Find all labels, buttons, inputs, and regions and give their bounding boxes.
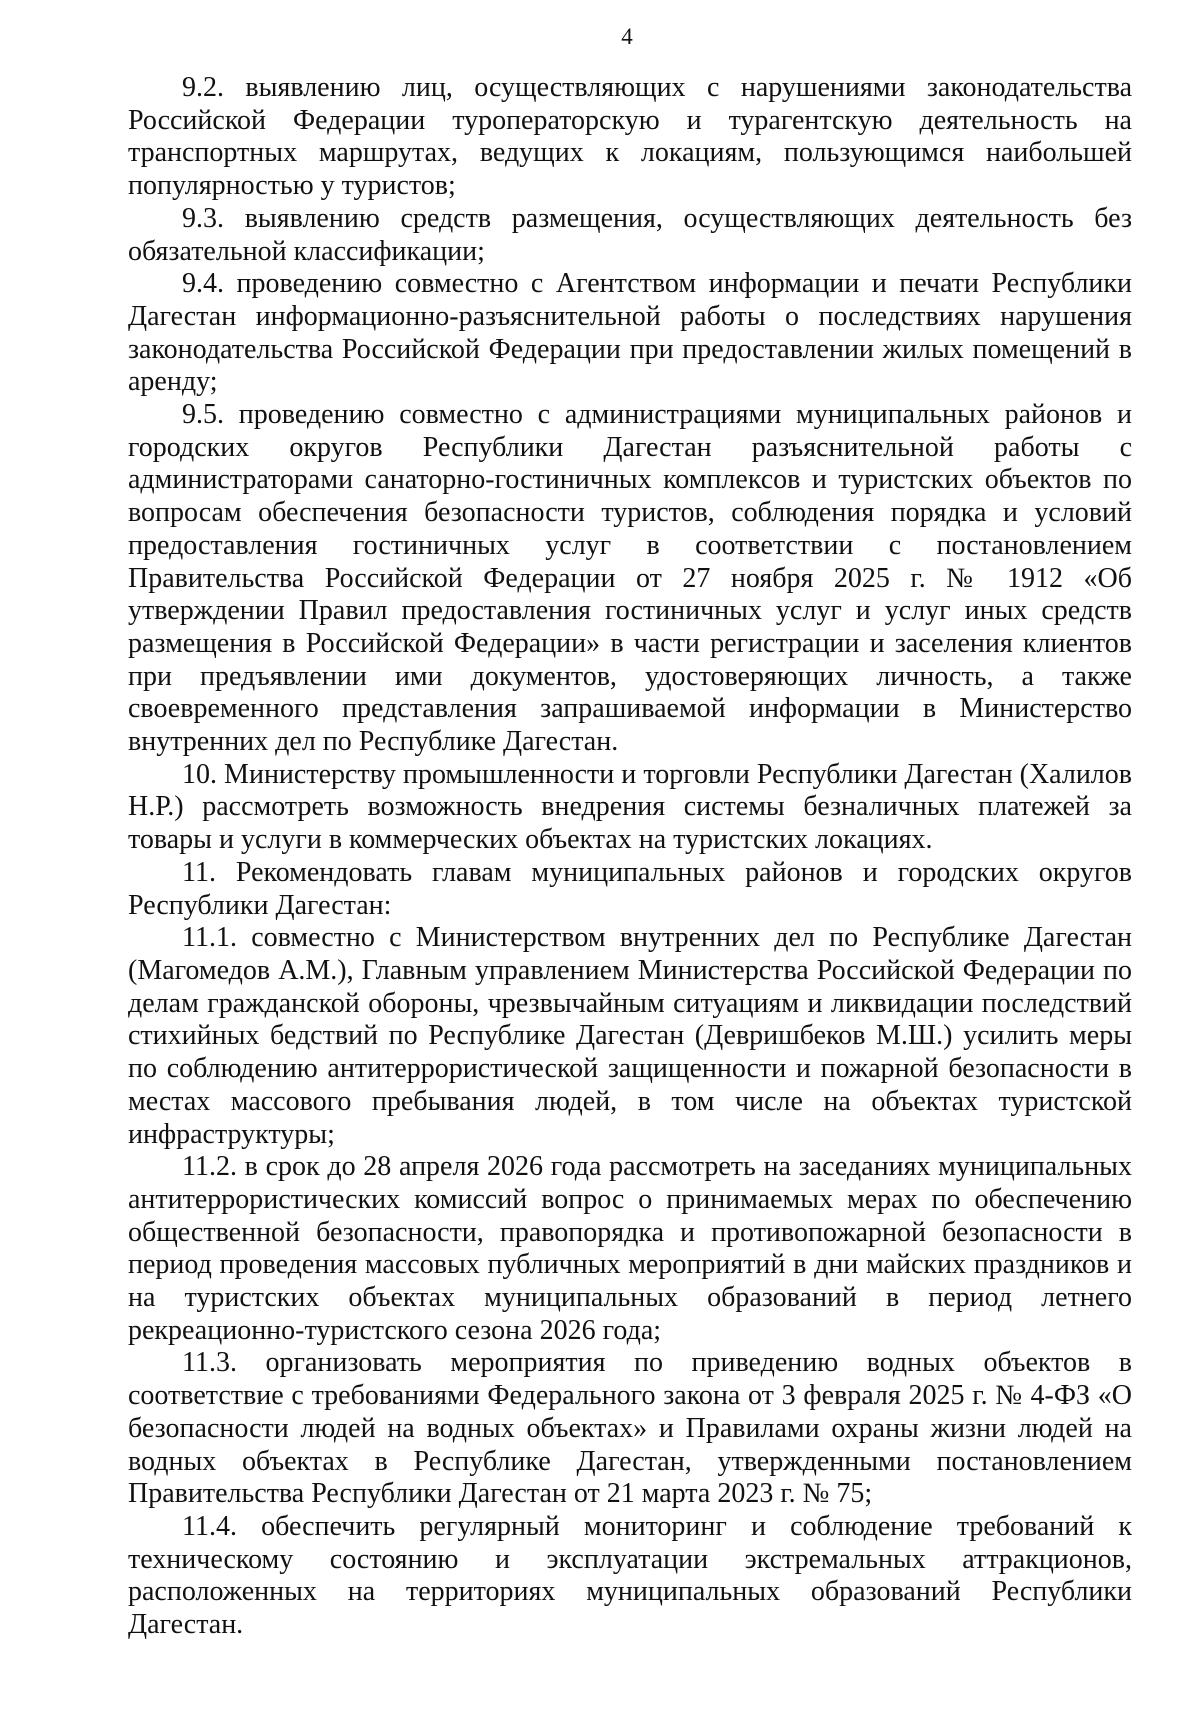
- paragraph-10: 10. Министерству промышленности и торговли Республики Дагестан (Халилов Н.Р.) рассмотреть возможность внедрения системы безналичных платежей за товары и услуги в коммерческих объектах на туристских локациях.: [128, 758, 1132, 856]
- paragraph-9-4: 9.4. проведению совместно с Агентством информации и печати Республики Дагестан информационно-разъяснительной работы о последствиях нарушения законодательства Российской Федерации при предоставлении жилых помещений в аренду;: [128, 268, 1132, 398]
- paragraph-9-5: 9.5. проведению совместно с администрациями муниципальных районов и городских округов Республики Дагестан разъяснительной работы с администраторами санаторно-гостиничных комплексов и туристских объектов по вопросам обеспечения безопасности туристов, соблюдения порядка и условий предоставления гостиничных услуг в соответствии с постановлением Правительства Российской Федерации от 27 ноября 2025 г. № 1912 «Об утверждении Правил предоставления гостиничных услуг и услуг иных средств размещения в Российской Федерации» в части регистрации и заселения клиентов при предъявлении ими документов, удостоверяющих личность, а также своевременного представления запрашиваемой информации в Министерство внутренних дел по Республике Дагестан.: [128, 399, 1132, 758]
- paragraph-9-2: 9.2. выявлению лиц, осуществляющих с нарушениями законодательства Российской Федерации туроператорскую и турагентскую деятельность на транспортных маршрутах, ведущих к локациям, пользующимся наибольшей популярностью у туристов;: [128, 72, 1132, 202]
- paragraph-11: 11. Рекомендовать главам муниципальных районов и городских округов Республики Дагестан:: [128, 856, 1132, 921]
- page-number: 4: [621, 24, 633, 49]
- paragraph-11-3: 11.3. организовать мероприятия по приведению водных объектов в соответствие с требованиями Федерального закона от 3 февраля 2025 г. № 4-ФЗ «О безопасности людей на водных объектах» и Правилами охраны жизни людей на водных объектах в Республике Дагестан, утвержденными постановлением Правительства Республики Дагестан от 21 марта 2023 г. № 75;: [128, 1347, 1132, 1510]
- paragraph-11-1: 11.1. совместно с Министерством внутренних дел по Республике Дагестан (Магомедов А.М.), Главным управлением Министерства Российской Федерации по делам гражданской обороны, чрезвычайным ситуациям и ликвидации последствий стихийных бедствий по Республике Дагестан (Девришбеков М.Ш.) усилить меры по соблюдению антитеррористической защищенности и пожарной безопасности в местах массового пребывания людей, в том числе на объектах туристской инфраструктуры;: [128, 922, 1132, 1150]
- document-body: [128, 72, 1132, 1642]
- paragraph-11-2: 11.2. в срок до 28 апреля 2026 года рассмотреть на заседаниях муниципальных антитеррористических комиссий вопрос о принимаемых мерах по обеспечению общественной безопасности, правопорядка и противопожарной безопасности в период проведения массовых публичных мероприятий в дни майских праздников и на туристских объектах муниципальных образований в период летнего рекреационно-туристского сезона 2026 года;: [128, 1151, 1132, 1346]
- paragraph-11-4: 11.4. обеспечить регулярный мониторинг и соблюдение требований к техническому состоянию и эксплуатации экстремальных аттракционов, расположенных на территориях муниципальных образований Республики Дагестан.: [128, 1510, 1132, 1641]
- paragraph-9-3: 9.3. выявлению средств размещения, осуществляющих деятельность без обязательной классификации;: [128, 202, 1132, 267]
